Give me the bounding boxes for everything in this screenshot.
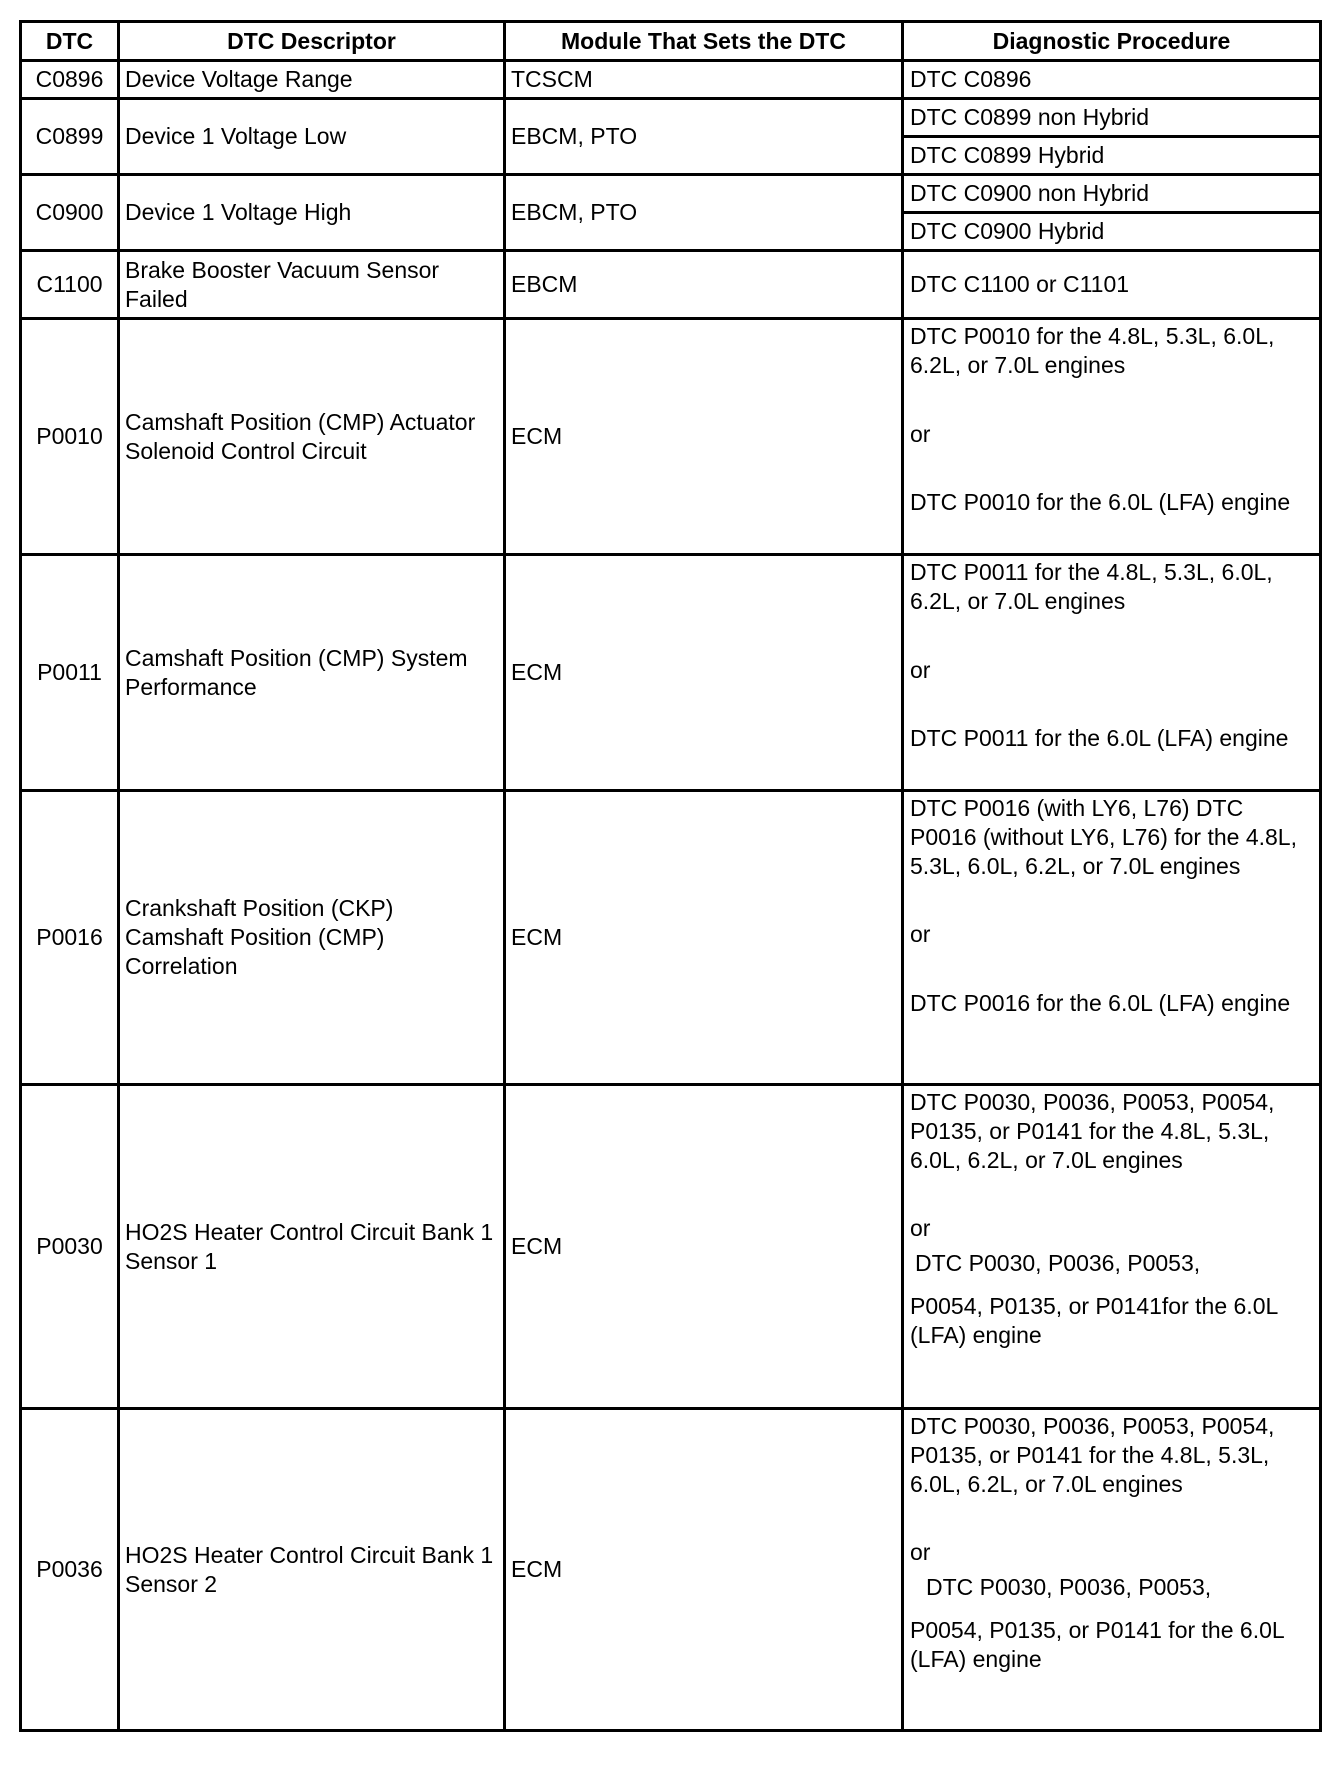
- dtc-code: C0896: [21, 61, 119, 99]
- procedure-line: DTC P0030, P0036, P0053,: [915, 1250, 1201, 1276]
- header-descriptor: DTC Descriptor: [119, 22, 505, 61]
- diagnostic-procedure: DTC C0896: [903, 61, 1321, 99]
- dtc-descriptor: Device 1 Voltage High: [119, 175, 505, 251]
- table-row: [21, 99, 1321, 137]
- dtc-descriptor: Camshaft Position (CMP) System Performance: [119, 555, 505, 791]
- dtc-module: ECM: [505, 1409, 903, 1731]
- table-row: [21, 555, 1321, 791]
- dtc-descriptor: Device Voltage Range: [119, 61, 505, 99]
- dtc-module: EBCM: [505, 251, 903, 319]
- procedure-or: or: [910, 656, 931, 683]
- diagnostic-procedure: DTC C0899 Hybrid: [903, 137, 1321, 175]
- header-row: [21, 22, 1321, 61]
- procedure-or: or: [910, 420, 931, 447]
- table-row: [21, 175, 1321, 213]
- dtc-code: P0030: [21, 1085, 119, 1409]
- procedure-line: DTC P0030, P0036, P0053, P0054, P0135, or P0141 for the 4.8L, 5.3L, 6.0L, 6.2L, or 7.0L engines: [910, 1413, 1275, 1497]
- procedure-line: (LFA) engine: [910, 1321, 1042, 1348]
- dtc-descriptor: HO2S Heater Control Circuit Bank 1 Sensor 1: [119, 1085, 505, 1409]
- table-row: [21, 61, 1321, 99]
- dtc-code: P0010: [21, 319, 119, 555]
- dtc-module: ECM: [505, 1085, 903, 1409]
- diagnostic-procedure: [903, 1409, 1321, 1731]
- dtc-code: P0011: [21, 555, 119, 791]
- dtc-descriptor: Crankshaft Position (CKP) Camshaft Position (CMP) Correlation: [119, 791, 505, 1085]
- procedure-line: DTC P0030, P0036, P0053,: [926, 1574, 1212, 1600]
- diagnostic-procedure: DTC C0900 non Hybrid: [903, 175, 1321, 213]
- dtc-module: ECM: [505, 791, 903, 1085]
- procedure-line: DTC P0016 (with LY6, L76) DTC P0016 (without LY6, L76) for the 4.8L, 5.3L, 6.0L, 6.2L, or 7.0L engines: [910, 795, 1297, 879]
- procedure-line: (LFA) engine: [910, 1645, 1042, 1672]
- header-module: Module That Sets the DTC: [505, 22, 903, 61]
- table-row: [21, 1085, 1321, 1409]
- dtc-descriptor: HO2S Heater Control Circuit Bank 1 Sensor 2: [119, 1409, 505, 1731]
- diagnostic-procedure: [903, 319, 1321, 555]
- diagnostic-procedure: [903, 1085, 1321, 1409]
- dtc-descriptor: Brake Booster Vacuum Sensor Failed: [119, 251, 505, 319]
- dtc-module: EBCM, PTO: [505, 175, 903, 251]
- procedure-or: or: [910, 1539, 931, 1566]
- dtc-descriptor: Camshaft Position (CMP) Actuator Solenoid Control Circuit: [119, 319, 505, 555]
- dtc-module: ECM: [505, 555, 903, 791]
- procedure-line: DTC P0010 for the 6.0L (LFA) engine: [910, 489, 1291, 516]
- procedure-or: or: [910, 921, 931, 948]
- table-row: [21, 319, 1321, 555]
- dtc-descriptor: Device 1 Voltage Low: [119, 99, 505, 175]
- diagnostic-procedure: DTC C1100 or C1101: [903, 251, 1321, 319]
- procedure-line: DTC P0030, P0036, P0053, P0054, P0135, or P0141 for the 4.8L, 5.3L, 6.0L, 6.2L, or 7.0L engines: [910, 1089, 1275, 1173]
- table-row: [21, 1409, 1321, 1731]
- header-dtc: DTC: [21, 22, 119, 61]
- procedure-or: or: [910, 1215, 931, 1242]
- diagnostic-procedure: [903, 791, 1321, 1085]
- table-row: [21, 791, 1321, 1085]
- dtc-module: EBCM, PTO: [505, 99, 903, 175]
- procedure-line: P0054, P0135, or P0141 for the 6.0L: [910, 1616, 1285, 1643]
- diagnostic-procedure: DTC C0899 non Hybrid: [903, 99, 1321, 137]
- dtc-code: C0899: [21, 99, 119, 175]
- dtc-table: [19, 20, 1322, 1732]
- table-row: [21, 251, 1321, 319]
- procedure-line: DTC P0011 for the 6.0L (LFA) engine: [910, 725, 1289, 752]
- dtc-code: C0900: [21, 175, 119, 251]
- dtc-code: C1100: [21, 251, 119, 319]
- procedure-line: P0054, P0135, or P0141for the 6.0L: [910, 1292, 1279, 1319]
- procedure-line: DTC P0011 for the 4.8L, 5.3L, 6.0L, 6.2L, or 7.0L engines: [910, 559, 1273, 614]
- header-procedure: Diagnostic Procedure: [903, 22, 1321, 61]
- dtc-module: ECM: [505, 319, 903, 555]
- diagnostic-procedure: DTC C0900 Hybrid: [903, 213, 1321, 251]
- dtc-module: TCSCM: [505, 61, 903, 99]
- procedure-line: DTC P0016 for the 6.0L (LFA) engine: [910, 990, 1291, 1016]
- dtc-code: P0036: [21, 1409, 119, 1731]
- dtc-code: P0016: [21, 791, 119, 1085]
- diagnostic-procedure: [903, 555, 1321, 791]
- procedure-line: DTC P0010 for the 4.8L, 5.3L, 6.0L, 6.2L, or 7.0L engines: [910, 323, 1275, 378]
